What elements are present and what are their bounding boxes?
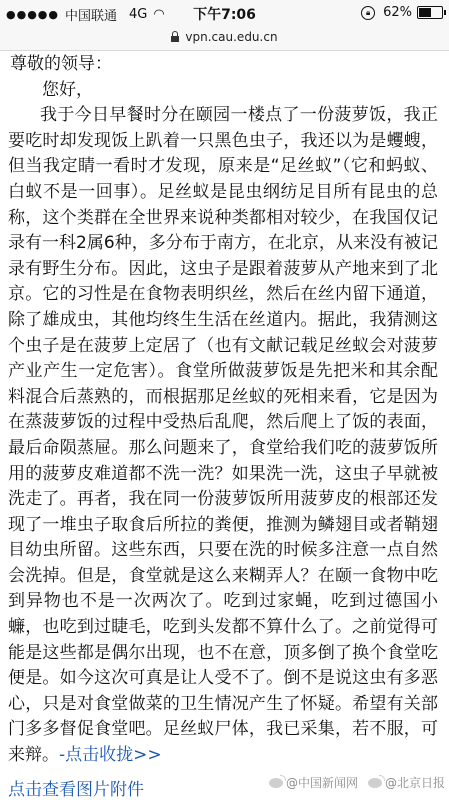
weibo-icon bbox=[368, 778, 382, 788]
status-time: 下午7:06 bbox=[193, 7, 256, 23]
weibo-icon bbox=[269, 778, 283, 788]
letter-body-text: 我于今日早餐时分在颐园一楼点了一份菠萝饭，我正要吃时却发现饭上趴着一只黑色虫子，我还以为是蠼螋，但当我定睛一看时才发现，原来是“足丝蚁”（它和蚂蚁、白蚁不是一回事）。足丝蚁是昆虫纲纺足目所有昆虫的总称，这个类群在全世界来说种类都相对较少，在我国仅记录有一科2属6种，多分布于南方，在北京，从来没有被记录有野生分布。因此，这虫子是跟着菠萝从产地来到了北京。它的习性是在食物表明织丝，然后在丝内留下通道，除了雄成虫，其他均终生生活在丝道内。据此，我猜测这个虫子是在菠萝上定居了（也有文献记载足丝蚁会对菠萝产业产生一定危害）。食堂所做菠萝饭是先把米和其余配料混合后蒸熟的，而根据那足丝蚁的死相来看，它是因为在蒸菠萝饭的过程中受热后乱爬，然后爬上了饭的表面，最后命陨蒸屉。那么问题来了，食堂给我们吃的菠萝饭所用的菠萝皮难道都不洗一洗？如果洗一洗，这虫子早就被洗走了。再者，我在同一份菠萝饭所用菠萝皮的根部还发现了一堆虫子取食后所拉的粪便，推测为鳞翅目或者鞘翅目幼虫所留。这些东西，只要在洗的时候多注意一点自然会洗掉。但是，食堂就是这么来糊弄人？在颐一食物中吃到异物也不是一次两次了。吃到过家蝇，吃到过德国小蠊，也吃到过睫毛，吃到头发都不算什么了。之前觉得可能是这些都是偶尔出现，也不在意，顶多倒了换个食堂吃便是。如今这次可真是让人受不了。倒不是说这虫有多恶心，只是对食堂做菜的卫生情况产生了怀疑。希望有关部门多多督促食堂吧。足丝蚁尸体，我已采集，若不服，可来辩。 bbox=[8, 105, 438, 766]
watermark-second: @北京日报 bbox=[384, 776, 445, 790]
letter-content bbox=[8, 52, 438, 769]
url-text[interactable]: vpn.cau.edu.cn bbox=[185, 30, 278, 44]
signal-strength-icon: ●●●●● bbox=[6, 8, 59, 21]
view-attachment-link[interactable]: 点击查看图片附件 bbox=[8, 780, 144, 800]
battery-percent: 62% bbox=[383, 5, 412, 20]
letter-salutation: 尊敬的领导： bbox=[10, 54, 112, 74]
status-right bbox=[361, 5, 443, 20]
watermark bbox=[269, 774, 445, 791]
watermark-first: @中国新闻网 bbox=[285, 776, 358, 790]
letter-greeting: 您好， bbox=[42, 79, 93, 100]
carrier-name: 中国联通 bbox=[65, 9, 118, 24]
letter-body bbox=[8, 103, 438, 768]
network-type: 4G bbox=[129, 7, 148, 22]
padlock-icon bbox=[171, 36, 179, 42]
address-bar[interactable] bbox=[0, 26, 449, 51]
battery-icon bbox=[417, 6, 443, 19]
rotation-lock-icon: 🔒︎ bbox=[361, 6, 375, 20]
collapse-link[interactable]: -点击收拢>> bbox=[59, 745, 162, 766]
wifi-icon: ◠ bbox=[153, 7, 165, 22]
status-bar bbox=[0, 0, 449, 26]
